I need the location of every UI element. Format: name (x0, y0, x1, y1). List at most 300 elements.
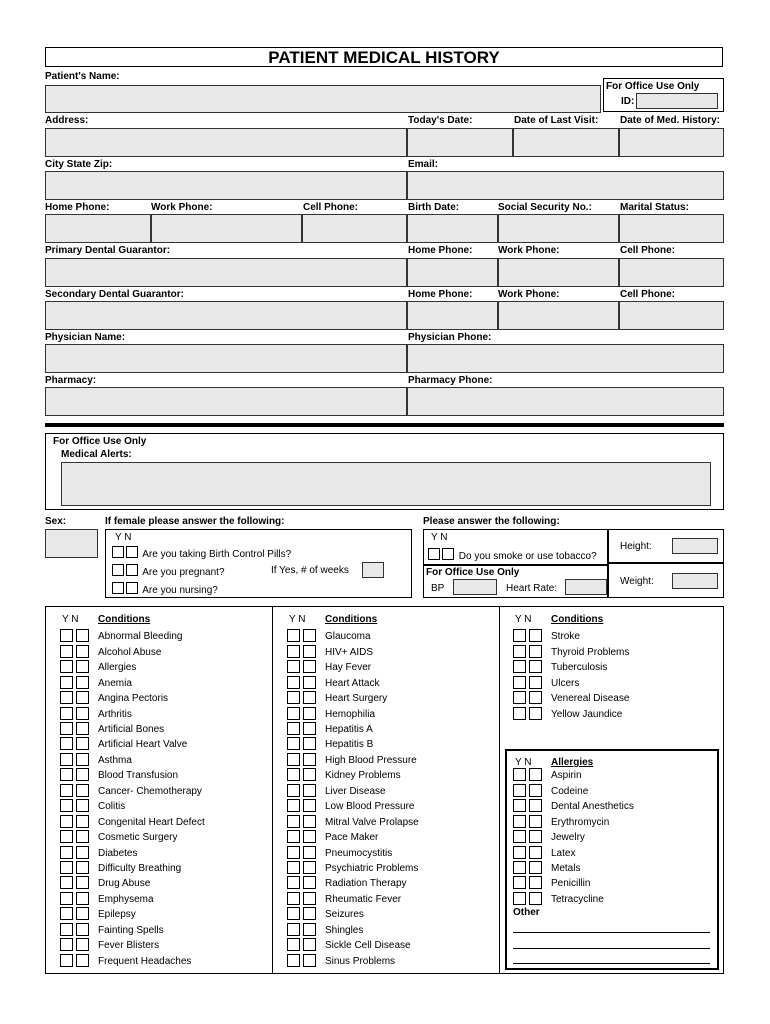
weeks-label: If Yes, # of weeks (271, 565, 349, 576)
no-checkbox[interactable] (303, 846, 316, 859)
physician-phone-field[interactable] (407, 344, 724, 373)
condition-item (287, 675, 379, 691)
item-label: Colitis (98, 801, 126, 813)
item-label: Metals (551, 862, 581, 874)
condition-item (60, 953, 191, 969)
no-checkbox[interactable] (76, 923, 89, 936)
yes-checkbox[interactable] (60, 815, 73, 828)
no-checkbox[interactable] (303, 768, 316, 781)
checkbox-pair (60, 923, 98, 938)
no-checkbox[interactable] (529, 799, 542, 812)
no-checkbox[interactable] (303, 691, 316, 704)
home-phone-field[interactable] (45, 214, 151, 243)
checkbox-pair (287, 737, 325, 752)
no-checkbox[interactable] (76, 676, 89, 689)
no-checkbox[interactable] (76, 753, 89, 766)
checkbox-pair (60, 861, 98, 876)
id-label: ID: (621, 96, 635, 107)
allergy-item (513, 814, 609, 830)
todays-date-label: Today's Date: (408, 115, 473, 126)
email-field[interactable] (407, 171, 724, 200)
no-checkbox[interactable] (76, 784, 89, 797)
item-label: Ulcers (551, 677, 580, 689)
no-checkbox[interactable] (76, 892, 89, 905)
item-label: Fever Blisters (98, 940, 160, 952)
checkbox-pair (60, 753, 98, 768)
yes-checkbox[interactable] (60, 660, 73, 673)
yes-checkbox[interactable] (287, 954, 300, 967)
medical-alerts-field[interactable] (61, 462, 711, 506)
work-phone-field[interactable] (151, 214, 302, 243)
condition-item (60, 892, 154, 908)
yes-checkbox[interactable] (428, 548, 440, 560)
condition-item (287, 691, 387, 707)
med-history-field[interactable] (619, 128, 724, 157)
allergy-item (513, 799, 634, 815)
pg-home-phone-label: Home Phone: (408, 245, 473, 256)
item-label: Mitral Valve Prolapse (325, 816, 419, 828)
no-checkbox[interactable] (303, 954, 316, 967)
yes-checkbox[interactable] (513, 876, 526, 889)
condition-item (287, 830, 378, 846)
item-label: Jewelry (551, 832, 585, 844)
city-label: City State Zip: (45, 159, 113, 170)
no-checkbox[interactable] (303, 799, 316, 812)
yes-checkbox[interactable] (513, 691, 526, 704)
item-label: Liver Disease (325, 785, 386, 797)
medical-alerts-box (45, 433, 724, 510)
yes-checkbox[interactable] (60, 768, 73, 781)
q-birth-control-text: Are you taking Birth Control Pills? (142, 549, 292, 560)
checkbox-pair (287, 676, 325, 691)
secondary-guarantor-field[interactable] (45, 301, 407, 330)
yes-checkbox[interactable] (513, 892, 526, 905)
yes-checkbox[interactable] (287, 923, 300, 936)
yes-checkbox[interactable] (513, 830, 526, 843)
no-checkbox[interactable] (303, 753, 316, 766)
yes-checkbox[interactable] (60, 691, 73, 704)
condition-item (60, 861, 181, 877)
pharmacy-field[interactable] (45, 387, 407, 416)
yes-checkbox[interactable] (287, 753, 300, 766)
condition-item (60, 737, 187, 753)
no-checkbox[interactable] (529, 892, 542, 905)
yes-checkbox[interactable] (287, 830, 300, 843)
item-label: Drug Abuse (98, 878, 151, 890)
height-label: Height: (620, 541, 652, 552)
yes-checkbox[interactable] (60, 923, 73, 936)
yes-checkbox[interactable] (60, 892, 73, 905)
checkbox-pair (287, 815, 325, 830)
yes-checkbox[interactable] (513, 846, 526, 859)
checkbox-pair (60, 892, 98, 907)
item-label: Blood Transfusion (98, 770, 179, 782)
yes-checkbox[interactable] (287, 938, 300, 951)
no-checkbox[interactable] (303, 892, 316, 905)
no-checkbox[interactable] (76, 722, 89, 735)
yes-checkbox[interactable] (112, 546, 124, 558)
med-history-label: Date of Med. History: (620, 115, 721, 126)
no-checkbox[interactable] (529, 691, 542, 704)
office-vitals-box (423, 565, 608, 598)
no-checkbox[interactable] (76, 815, 89, 828)
checkbox-pair (513, 691, 551, 706)
no-checkbox[interactable] (76, 691, 89, 704)
yes-checkbox[interactable] (287, 629, 300, 642)
condition-item (287, 907, 364, 923)
female-header: If female please answer the following: (105, 516, 285, 527)
q-nursing (112, 582, 218, 596)
condition-item (513, 644, 629, 660)
marital-field[interactable] (619, 214, 724, 243)
condition-item (60, 629, 183, 645)
yes-checkbox[interactable] (60, 830, 73, 843)
checkbox-pair (60, 954, 98, 969)
no-checkbox[interactable] (126, 546, 138, 558)
condition-item (60, 706, 132, 722)
condition-item (287, 892, 401, 908)
primary-guarantor-field[interactable] (45, 258, 407, 287)
item-label: Glaucoma (325, 631, 371, 643)
no-checkbox[interactable] (529, 876, 542, 889)
checkbox-pair (287, 722, 325, 737)
no-checkbox[interactable] (76, 707, 89, 720)
sg-work-phone-field[interactable] (498, 301, 619, 330)
heart-rate-field[interactable] (565, 579, 607, 595)
condition-item (513, 706, 622, 722)
item-label: Pace Maker (325, 832, 379, 844)
no-checkbox[interactable] (76, 660, 89, 673)
pharmacy-phone-field[interactable] (407, 387, 724, 416)
yes-checkbox[interactable] (287, 707, 300, 720)
checkbox-pair (60, 876, 98, 891)
no-checkbox[interactable] (76, 861, 89, 874)
condition-item (287, 876, 407, 892)
allergy-item (513, 830, 585, 846)
col3-header: Conditions (551, 614, 604, 625)
no-checkbox[interactable] (76, 876, 89, 889)
no-checkbox[interactable] (529, 660, 542, 673)
yes-checkbox[interactable] (60, 753, 73, 766)
bp-field[interactable] (453, 579, 497, 595)
condition-item (513, 629, 580, 645)
sg-cell-phone-field[interactable] (619, 301, 724, 330)
condition-item (513, 675, 579, 691)
checkbox-pair (287, 861, 325, 876)
no-checkbox[interactable] (76, 954, 89, 967)
no-checkbox[interactable] (76, 768, 89, 781)
yes-checkbox[interactable] (60, 876, 73, 889)
marital-label: Marital Status: (620, 202, 689, 213)
allergies-header: Allergies (551, 757, 594, 768)
cell-phone-field[interactable] (302, 214, 407, 243)
no-checkbox[interactable] (303, 830, 316, 843)
yes-checkbox[interactable] (60, 645, 73, 658)
email-label: Email: (408, 159, 439, 170)
birth-date-field[interactable] (407, 214, 498, 243)
medical-alerts-label: Medical Alerts: (61, 449, 132, 460)
condition-item (513, 660, 607, 676)
city-field[interactable] (45, 171, 407, 200)
checkbox-pair (513, 660, 551, 675)
yes-checkbox[interactable] (60, 737, 73, 750)
yes-checkbox[interactable] (287, 676, 300, 689)
condition-item (60, 644, 161, 660)
allergy-item (513, 845, 575, 861)
no-checkbox[interactable] (76, 938, 89, 951)
condition-item (60, 845, 137, 861)
no-checkbox[interactable] (303, 938, 316, 951)
no-checkbox[interactable] (126, 564, 138, 576)
height-field[interactable] (672, 538, 718, 554)
no-checkbox[interactable] (303, 815, 316, 828)
condition-item (60, 830, 177, 846)
yes-checkbox[interactable] (513, 629, 526, 642)
yes-checkbox[interactable] (60, 784, 73, 797)
height-box (608, 529, 724, 563)
address-field[interactable] (45, 128, 407, 157)
no-checkbox[interactable] (303, 737, 316, 750)
item-label: Erythromycin (551, 816, 610, 828)
other-line[interactable] (513, 932, 710, 933)
condition-item (287, 768, 401, 784)
item-label: Aspirin (551, 770, 582, 782)
checkbox-pair (60, 629, 98, 644)
yes-checkbox[interactable] (287, 907, 300, 920)
checkbox-pair (287, 784, 325, 799)
condition-item (60, 876, 150, 892)
yes-checkbox[interactable] (287, 660, 300, 673)
physician-name-field[interactable] (45, 344, 407, 373)
no-checkbox[interactable] (442, 548, 454, 560)
no-checkbox[interactable] (529, 629, 542, 642)
condition-item (287, 737, 373, 753)
no-checkbox[interactable] (303, 676, 316, 689)
no-checkbox[interactable] (529, 846, 542, 859)
yes-checkbox[interactable] (112, 564, 124, 576)
checkbox-pair (60, 691, 98, 706)
item-label: Tetracycline (551, 893, 604, 905)
no-checkbox[interactable] (76, 629, 89, 642)
yes-checkbox[interactable] (112, 582, 124, 594)
yes-checkbox[interactable] (60, 799, 73, 812)
general-header: Please answer the following: (423, 516, 560, 527)
q-tobacco (428, 548, 597, 562)
yes-checkbox[interactable] (60, 954, 73, 967)
weight-field[interactable] (672, 573, 718, 589)
no-checkbox[interactable] (303, 861, 316, 874)
checkbox-pair (287, 645, 325, 660)
no-checkbox[interactable] (76, 737, 89, 750)
checkbox-pair (513, 892, 551, 907)
condition-item (287, 814, 419, 830)
checkbox-pair (513, 830, 551, 845)
other-line[interactable] (513, 948, 710, 949)
no-checkbox[interactable] (303, 784, 316, 797)
item-label: Sinus Problems (325, 955, 396, 967)
yes-checkbox[interactable] (287, 876, 300, 889)
yes-checkbox[interactable] (287, 799, 300, 812)
checkbox-pair (287, 938, 325, 953)
condition-item (287, 644, 373, 660)
yes-checkbox[interactable] (287, 846, 300, 859)
no-checkbox[interactable] (76, 799, 89, 812)
no-checkbox[interactable] (76, 645, 89, 658)
yes-checkbox[interactable] (513, 861, 526, 874)
checkbox-pair (287, 892, 325, 907)
yes-checkbox[interactable] (287, 737, 300, 750)
yes-checkbox[interactable] (513, 768, 526, 781)
yes-checkbox[interactable] (287, 892, 300, 905)
yes-checkbox[interactable] (287, 784, 300, 797)
yes-checkbox[interactable] (287, 691, 300, 704)
condition-item (60, 675, 132, 691)
no-checkbox[interactable] (529, 830, 542, 843)
item-label: Pneumocystitis (325, 847, 393, 859)
condition-item (287, 923, 363, 939)
checkbox-pair (287, 660, 325, 675)
checkbox-pair (60, 722, 98, 737)
no-checkbox[interactable] (529, 645, 542, 658)
yes-checkbox[interactable] (60, 722, 73, 735)
yes-checkbox[interactable] (513, 799, 526, 812)
item-label: Thyroid Problems (551, 646, 630, 658)
no-checkbox[interactable] (303, 722, 316, 735)
pg-work-phone-field[interactable] (498, 258, 619, 287)
yes-checkbox[interactable] (287, 722, 300, 735)
no-checkbox[interactable] (76, 830, 89, 843)
item-label: Hemophilia (325, 708, 376, 720)
item-label: Artificial Heart Valve (98, 739, 188, 751)
checkbox-pair (287, 691, 325, 706)
sex-field[interactable] (45, 529, 98, 558)
other-line[interactable] (513, 963, 710, 964)
item-label: Tuberculosis (551, 662, 608, 674)
yes-checkbox[interactable] (60, 861, 73, 874)
weeks-field[interactable] (362, 562, 384, 578)
no-checkbox[interactable] (529, 707, 542, 720)
primary-guarantor-label: Primary Dental Guarantor: (45, 245, 171, 256)
alerts-office-label: For Office Use Only (53, 436, 147, 447)
yes-checkbox[interactable] (287, 768, 300, 781)
condition-item (60, 799, 125, 815)
yes-checkbox[interactable] (513, 645, 526, 658)
allergy-item (513, 892, 604, 908)
yes-checkbox[interactable] (60, 707, 73, 720)
patient-name-label: Patient's Name: (45, 71, 120, 82)
yes-checkbox[interactable] (513, 660, 526, 673)
item-label: Seizures (325, 909, 364, 921)
checkbox-pair (513, 876, 551, 891)
checkbox-pair (60, 907, 98, 922)
last-visit-field[interactable] (513, 128, 619, 157)
yes-checkbox[interactable] (287, 645, 300, 658)
item-label: Emphysema (98, 893, 154, 905)
item-label: Heart Surgery (325, 693, 388, 705)
allergy-item (513, 861, 580, 877)
office-id-field[interactable] (636, 93, 718, 109)
item-label: Low Blood Pressure (325, 801, 415, 813)
no-checkbox[interactable] (303, 707, 316, 720)
yes-checkbox[interactable] (60, 676, 73, 689)
pharmacy-phone-label: Pharmacy Phone: (408, 375, 493, 386)
yes-checkbox[interactable] (513, 815, 526, 828)
no-checkbox[interactable] (529, 768, 542, 781)
pg-home-phone-field[interactable] (407, 258, 498, 287)
no-checkbox[interactable] (529, 676, 542, 689)
female-questions-box (105, 529, 412, 598)
no-checkbox[interactable] (76, 907, 89, 920)
yes-checkbox[interactable] (287, 815, 300, 828)
vitals-office-label: For Office Use Only (426, 567, 520, 578)
item-label: Dental Anesthetics (551, 801, 634, 813)
yes-checkbox[interactable] (60, 846, 73, 859)
condition-item (60, 753, 132, 769)
no-checkbox[interactable] (303, 907, 316, 920)
item-label: Anemia (98, 677, 132, 689)
patient-name-field[interactable] (45, 85, 601, 113)
checkbox-pair (60, 815, 98, 830)
birth-date-label: Birth Date: (408, 202, 460, 213)
checkbox-pair (513, 629, 551, 644)
yes-checkbox[interactable] (60, 629, 73, 642)
no-checkbox[interactable] (303, 876, 316, 889)
work-phone-label: Work Phone: (151, 202, 213, 213)
checkbox-pair (513, 784, 551, 799)
item-label: Heart Attack (325, 677, 380, 689)
yes-checkbox[interactable] (513, 707, 526, 720)
no-checkbox[interactable] (303, 629, 316, 642)
pg-cell-phone-label: Cell Phone: (620, 245, 676, 256)
checkbox-pair (60, 768, 98, 783)
condition-item (60, 660, 136, 676)
todays-date-field[interactable] (407, 128, 513, 157)
no-checkbox[interactable] (303, 923, 316, 936)
pg-cell-phone-field[interactable] (619, 258, 724, 287)
checkbox-pair (513, 861, 551, 876)
q-nursing-text: Are you nursing? (142, 585, 218, 596)
yes-checkbox[interactable] (60, 907, 73, 920)
checkbox-pair (60, 707, 98, 722)
checkbox-pair (513, 799, 551, 814)
item-label: High Blood Pressure (325, 754, 417, 766)
yes-checkbox[interactable] (60, 938, 73, 951)
ssn-field[interactable] (498, 214, 619, 243)
checkbox-pair (60, 799, 98, 814)
no-checkbox[interactable] (529, 861, 542, 874)
item-label: Hepatitis A (325, 723, 373, 735)
yes-checkbox[interactable] (287, 861, 300, 874)
no-checkbox[interactable] (303, 645, 316, 658)
item-label: Hay Fever (325, 662, 372, 674)
item-label: Asthma (98, 754, 132, 766)
no-checkbox[interactable] (529, 784, 542, 797)
no-checkbox[interactable] (303, 660, 316, 673)
no-checkbox[interactable] (529, 815, 542, 828)
last-visit-label: Date of Last Visit: (514, 115, 599, 126)
item-label: Difficulty Breathing (98, 863, 182, 874)
no-checkbox[interactable] (126, 582, 138, 594)
yes-checkbox[interactable] (513, 676, 526, 689)
general-yn-header: Y N (431, 532, 448, 543)
condition-item (287, 722, 373, 738)
column-divider (499, 606, 500, 974)
pharmacy-label: Pharmacy: (45, 375, 97, 386)
no-checkbox[interactable] (76, 846, 89, 859)
yes-checkbox[interactable] (513, 784, 526, 797)
condition-item (287, 845, 392, 861)
sg-home-phone-field[interactable] (407, 301, 498, 330)
